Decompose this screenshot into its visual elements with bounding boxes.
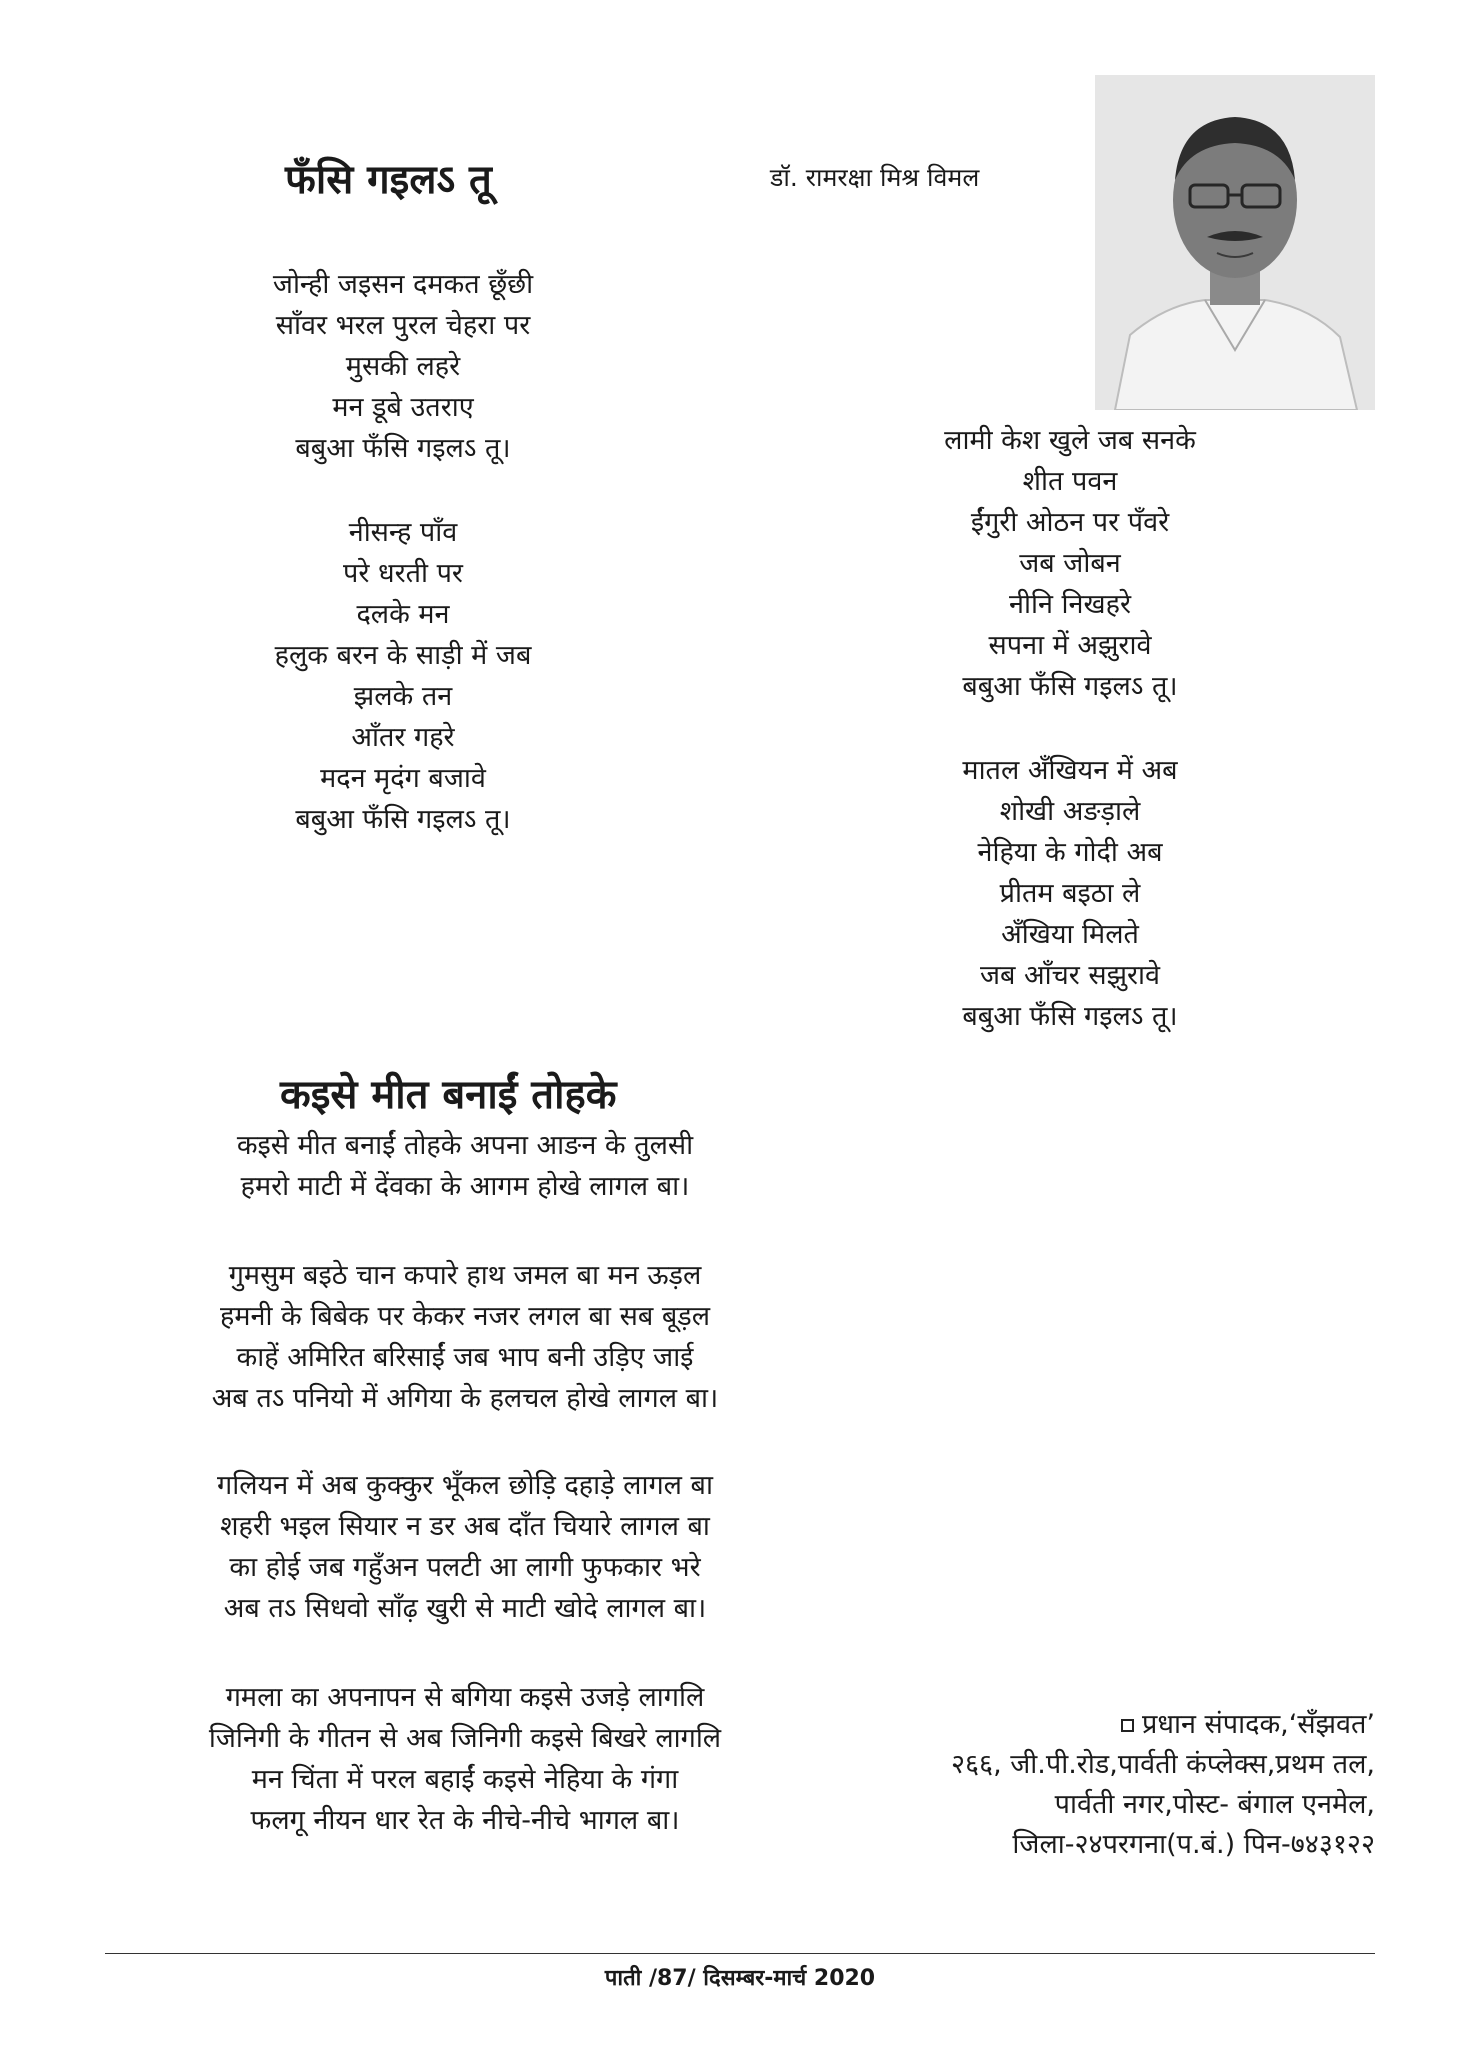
verse-line: जिनिगी के गीतन से अब जिनिगी कइसे बिखरे लागलि bbox=[208, 1723, 722, 1754]
verse-line: शोखी अङड़ाले bbox=[999, 796, 1141, 827]
verse-line: नीनि निखहरे bbox=[1009, 589, 1131, 620]
verse-line: मुसकी लहरे bbox=[345, 351, 461, 382]
verse-line: आँतर गहरे bbox=[351, 722, 455, 753]
verse-line: प्रीतम बइठा ले bbox=[999, 878, 1141, 909]
author-photo bbox=[1095, 75, 1375, 410]
verse-line: झलके तन bbox=[353, 681, 453, 712]
verse-line: जोन्ही जइसन दमकत छूँछी bbox=[272, 269, 534, 300]
verse-line: हमनी के बिबेक पर केकर नजर लगल बा सब बूड़ल bbox=[219, 1301, 711, 1332]
verse-line: बबुआ फँसि गइलऽ तू। bbox=[295, 433, 511, 464]
poem-2-stanza-1 bbox=[140, 1125, 790, 1207]
verse-line: बबुआ फँसि गइलऽ तू। bbox=[962, 671, 1178, 702]
poem-1-stanza-3 bbox=[900, 420, 1240, 707]
verse-line: दलके मन bbox=[356, 599, 450, 630]
verse-line: काहें अमिरित बरिसाईं जब भाप बनी उड़िए जाई bbox=[236, 1342, 694, 1373]
verse-line: गलियन में अब कुक्कुर भूँकल छोड़ि दहाड़े लागल बा bbox=[217, 1470, 713, 1501]
verse-line: साँवर भरल पुरल चेहरा पर bbox=[275, 310, 531, 341]
verse-line: लामी केश खुले जब सनके bbox=[944, 425, 1196, 456]
verse-line: अब तऽ सिधवो साँढ़ खुरी से माटी खोदे लागल बा। bbox=[223, 1593, 707, 1624]
verse-line: सपना में अझुरावे bbox=[988, 630, 1152, 661]
poem-1-title: फँसि गइलऽ तू bbox=[285, 157, 492, 203]
poem-1-stanza-1 bbox=[238, 264, 568, 469]
verse-line: मन चिंता में परल बहाईं कइसे नेहिया के गंगा bbox=[251, 1764, 679, 1795]
poem-2-stanza-2 bbox=[140, 1255, 790, 1419]
verse-line: नीसन्ह पाँव bbox=[348, 517, 458, 548]
verse-line: गुमसुम बइठे चान कपारे हाथ जमल बा मन ऊड़ल bbox=[228, 1260, 702, 1291]
author-address bbox=[951, 1705, 1375, 1865]
verse-line: शहरी भइल सियार न डर अब दाँत चियारे लागल बा bbox=[220, 1511, 710, 1542]
verse-line: मदन मृदंग बजावे bbox=[320, 763, 486, 794]
verse-line: जब आँचर सझुरावे bbox=[979, 960, 1161, 991]
address-line bbox=[951, 1705, 1375, 1745]
verse-line: जब जोबन bbox=[1019, 548, 1121, 579]
verse-line: बबुआ फँसि गइलऽ तू। bbox=[295, 804, 511, 835]
verse-line: शीत पवन bbox=[1022, 466, 1118, 497]
verse-line: मातल अँखियन में अब bbox=[962, 755, 1178, 786]
verse-line: बबुआ फँसि गइलऽ तू। bbox=[962, 1001, 1178, 1032]
address-line: २६६, जी.पी.रोड,पार्वती कंप्लेक्स,प्रथम तल, bbox=[950, 1749, 1375, 1780]
footer-divider bbox=[105, 1953, 1375, 1954]
poem-2-title: कइसे मीत बनाईं तोहके bbox=[280, 1072, 617, 1118]
verse-line: हमरो माटी में देंवका के आगम होखे लागल बा। bbox=[240, 1171, 690, 1202]
poem-2-stanza-4 bbox=[140, 1677, 790, 1841]
address-line: पार्वती नगर,पोस्ट- बंगाल एनमेल, bbox=[1054, 1789, 1375, 1820]
verse-line: का होई जब गहुँअन पलटी आ लागी फुफकार भरे bbox=[229, 1552, 701, 1583]
address-designation: प्रधान संपादक,‘सँझवत’ bbox=[1142, 1709, 1375, 1740]
verse-line: कइसे मीत बनाईं तोहके अपना आङन के तुलसी bbox=[236, 1130, 694, 1161]
verse-line: अब तऽ पनियो में अगिया के हलचल होखे लागल बा। bbox=[211, 1383, 719, 1414]
verse-line: फलगू नीयन धार रेत के नीचे-नीचे भागल बा। bbox=[250, 1805, 680, 1836]
verse-line: हलुक बरन के साड़ी में जब bbox=[274, 640, 532, 671]
verse-line: मन डूबे उतराए bbox=[332, 392, 474, 423]
page-footer: पाती /87/ दिसम्बर-मार्च 2020 bbox=[604, 1966, 876, 1991]
verse-line: ईंगुरी ओठन पर पँवरे bbox=[970, 507, 1170, 538]
poem-1-stanza-4 bbox=[900, 750, 1240, 1037]
verse-line: गमला का अपनापन से बगिया कइसे उजड़े लागलि bbox=[225, 1682, 705, 1713]
author-name: डॉ. रामरक्षा मिश्र विमल bbox=[770, 163, 980, 192]
verse-line: परे धरती पर bbox=[343, 558, 463, 589]
poem-1-stanza-2 bbox=[238, 512, 568, 840]
verse-line: अँखिया मिलते bbox=[1001, 919, 1139, 950]
verse-line: नेहिया के गोदी अब bbox=[977, 837, 1163, 868]
poem-2-stanza-3 bbox=[140, 1465, 790, 1629]
square-bullet-icon bbox=[1121, 1719, 1134, 1732]
address-line: जिला-२४परगना(प.बं.) पिन-७४३१२२ bbox=[1012, 1829, 1375, 1860]
